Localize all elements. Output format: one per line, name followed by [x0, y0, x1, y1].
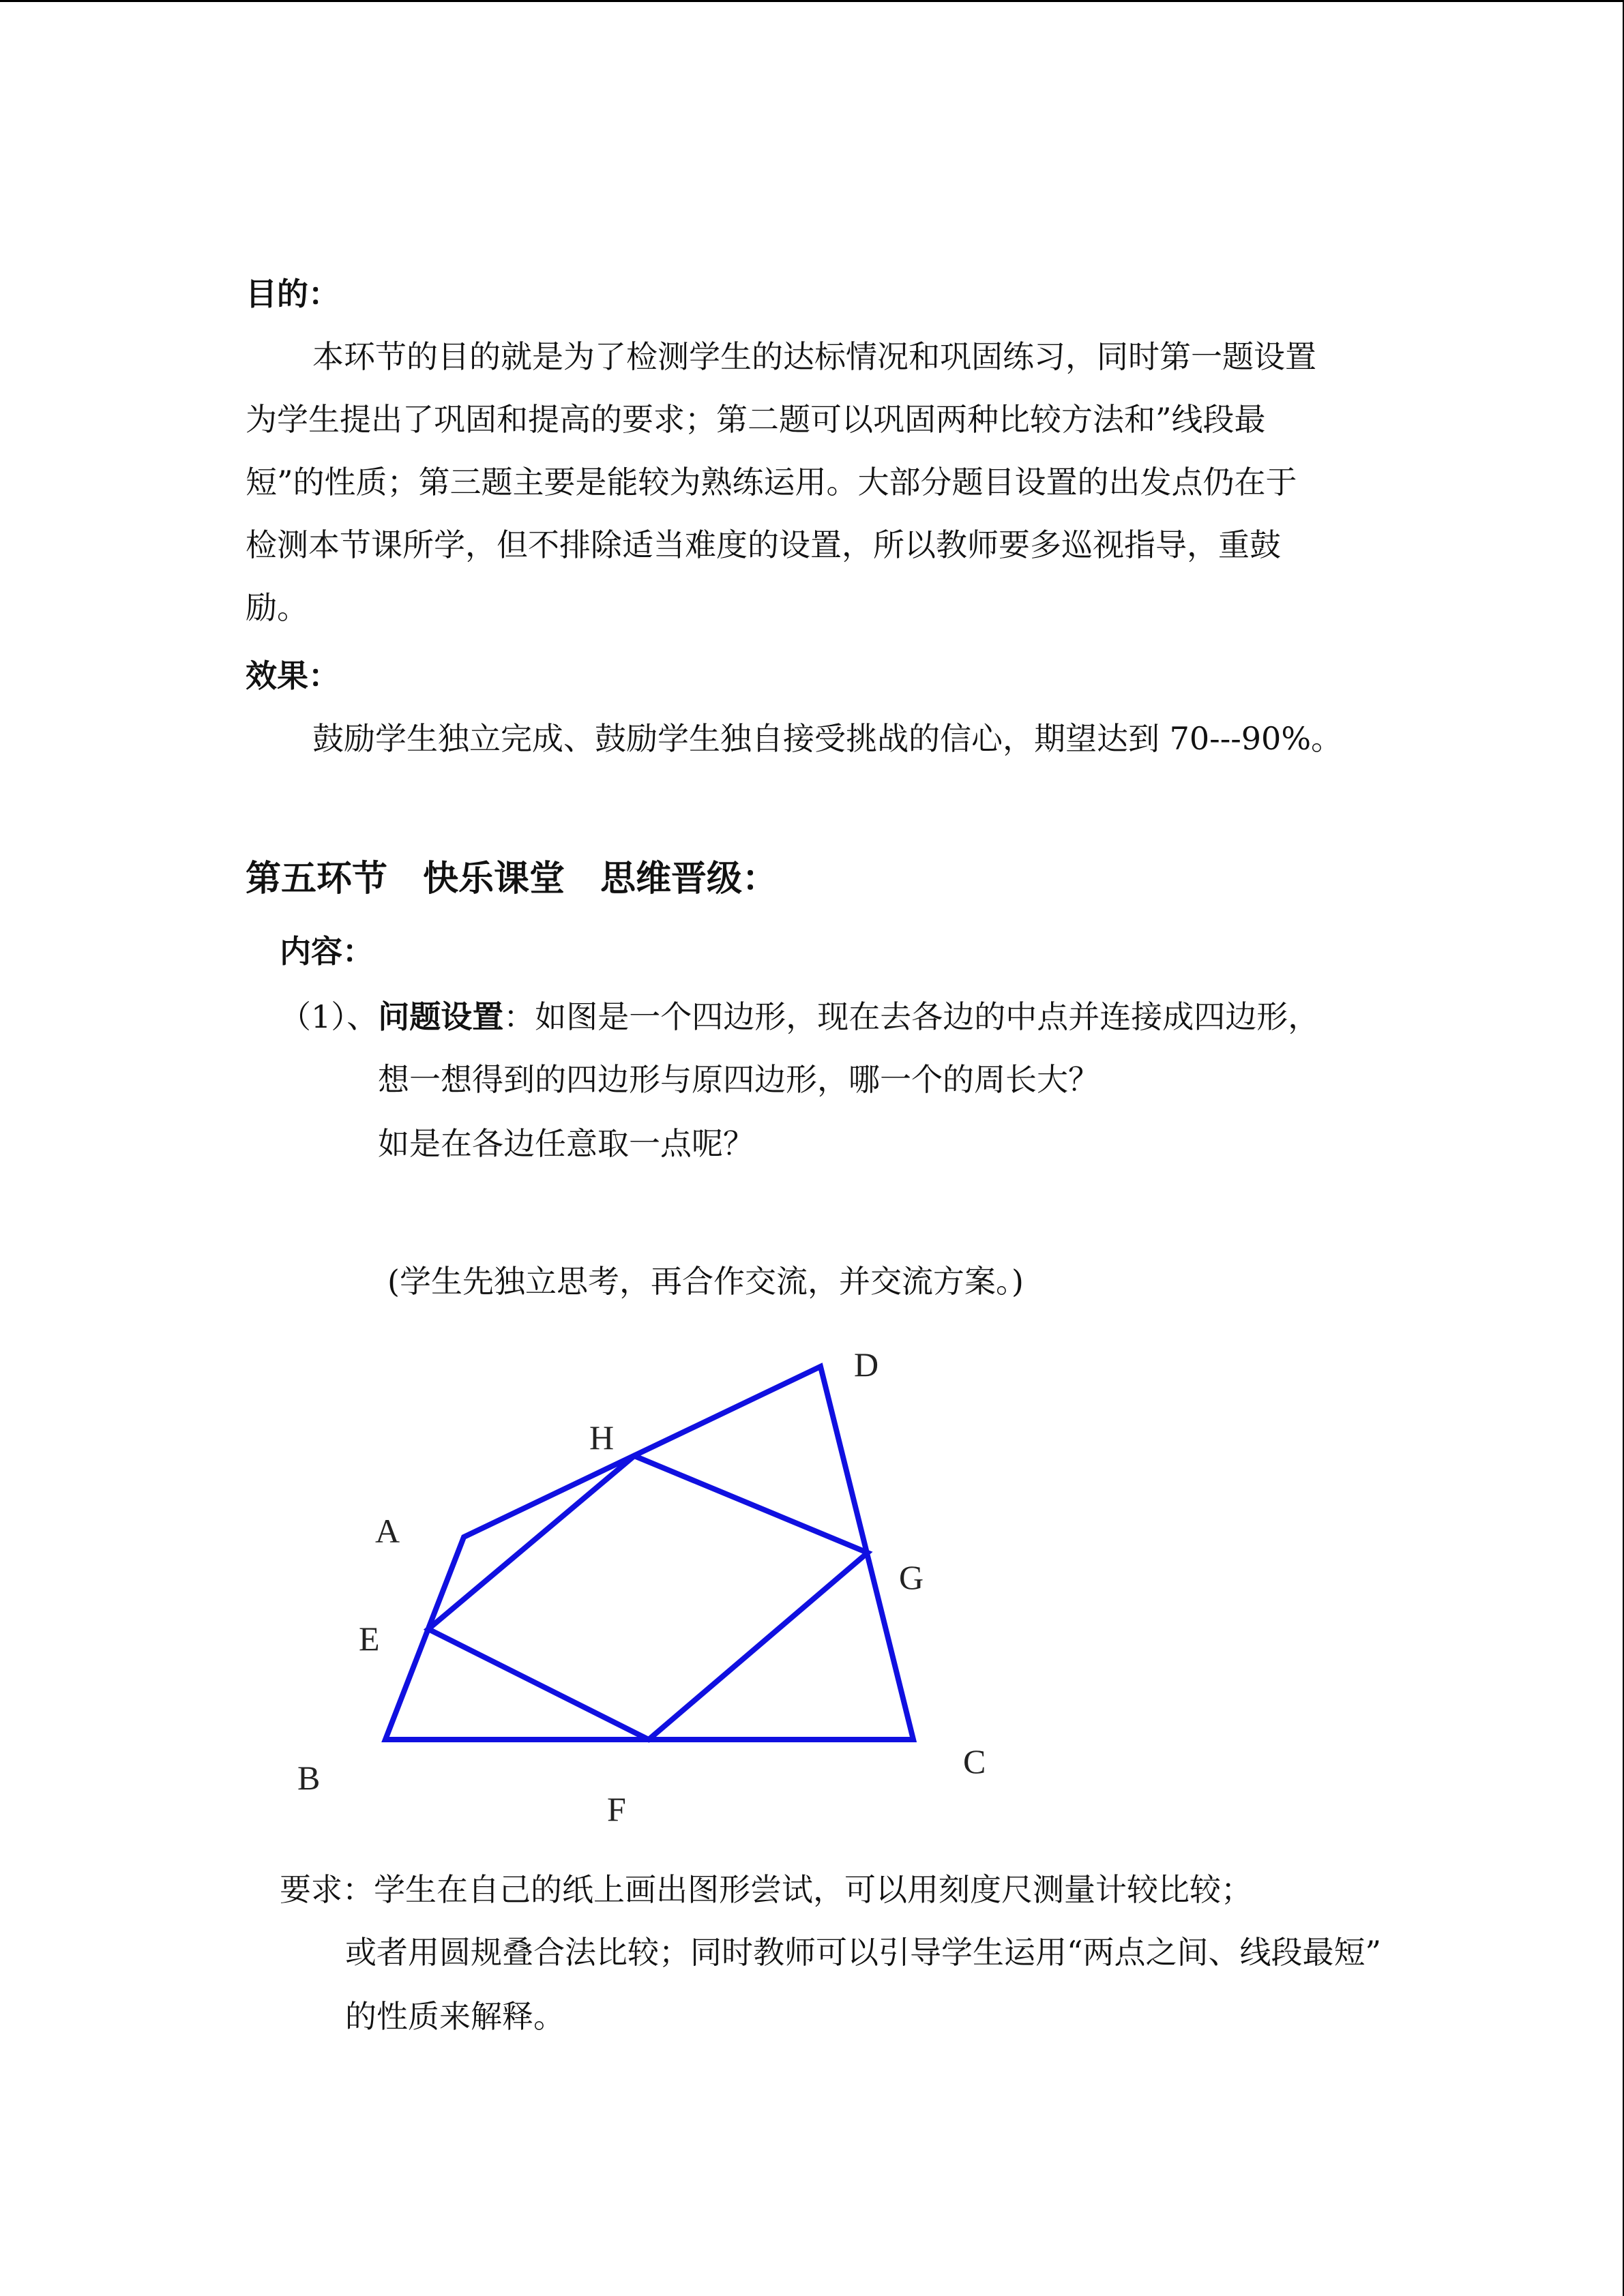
midpoint-quadrilateral [428, 1456, 868, 1740]
activity-note: (学生先独立思考，再合作交流，并交流方案。) [387, 1263, 1024, 1300]
question-line-2: 想一想得到的四边形与原四边形，哪一个的周长大？ [378, 1061, 1099, 1098]
requirement-line-3: 的性质来解释。 [345, 1998, 565, 2035]
outer-quadrilateral [385, 1367, 913, 1740]
purpose-line-3: 短”的性质；第三题主要是能较为熟练运用。大部分题目设置的出发点仍在于 [246, 464, 1297, 501]
point-label-g: G [899, 1558, 924, 1596]
question-line-3: 如是在各边任意取一点呢？ [378, 1125, 754, 1162]
requirement-line-2: 或者用圆规叠合法比较；同时教师可以引导学生运用“两点之间、线段最短” [345, 1934, 1382, 1971]
point-label-b: B [297, 1759, 321, 1797]
question-label: 问题设置 [378, 998, 504, 1035]
question-1 [280, 985, 1319, 1049]
page-top-border [0, 0, 1624, 2]
section-title: 第五环节 快乐课堂 思维晋级： [246, 858, 778, 899]
question-number: （1）、 [280, 998, 379, 1035]
requirement-line-1: 要求：学生在自己的纸上画出图形尝试，可以用刻度尺测量计较比较； [280, 1871, 1252, 1908]
purpose-line-5: 励。 [246, 589, 308, 626]
point-label-e: E [359, 1620, 380, 1658]
point-label-h: H [589, 1418, 615, 1457]
purpose-heading: 目的： [246, 275, 340, 312]
question-text: ：如图是一个四边形，现在去各边的中点并连接成四边形， [503, 998, 1320, 1035]
purpose-line-4: 检测本节课所学，但不排除适当难度的设置，所以教师要多巡视指导，重鼓 [246, 526, 1281, 563]
quadrilateral-diagram [273, 1323, 1023, 1841]
point-label-d: D [854, 1345, 879, 1384]
content-label: 内容： [280, 933, 374, 970]
purpose-line-1: 本环节的目的就是为了检测学生的达标情况和巩固练习，同时第一题设置 [312, 338, 1316, 375]
purpose-line-2: 为学生提出了巩固和提高的要求；第二题可以巩固两种比较方法和”线段最 [246, 401, 1266, 438]
point-label-a: A [375, 1512, 400, 1550]
effect-heading: 效果： [246, 657, 340, 694]
effect-text: 鼓励学生独立完成、鼓励学生独自接受挑战的信心，期望达到 70---90%。 [312, 720, 1343, 757]
point-label-c: C [963, 1742, 986, 1780]
point-label-f: F [607, 1790, 626, 1828]
